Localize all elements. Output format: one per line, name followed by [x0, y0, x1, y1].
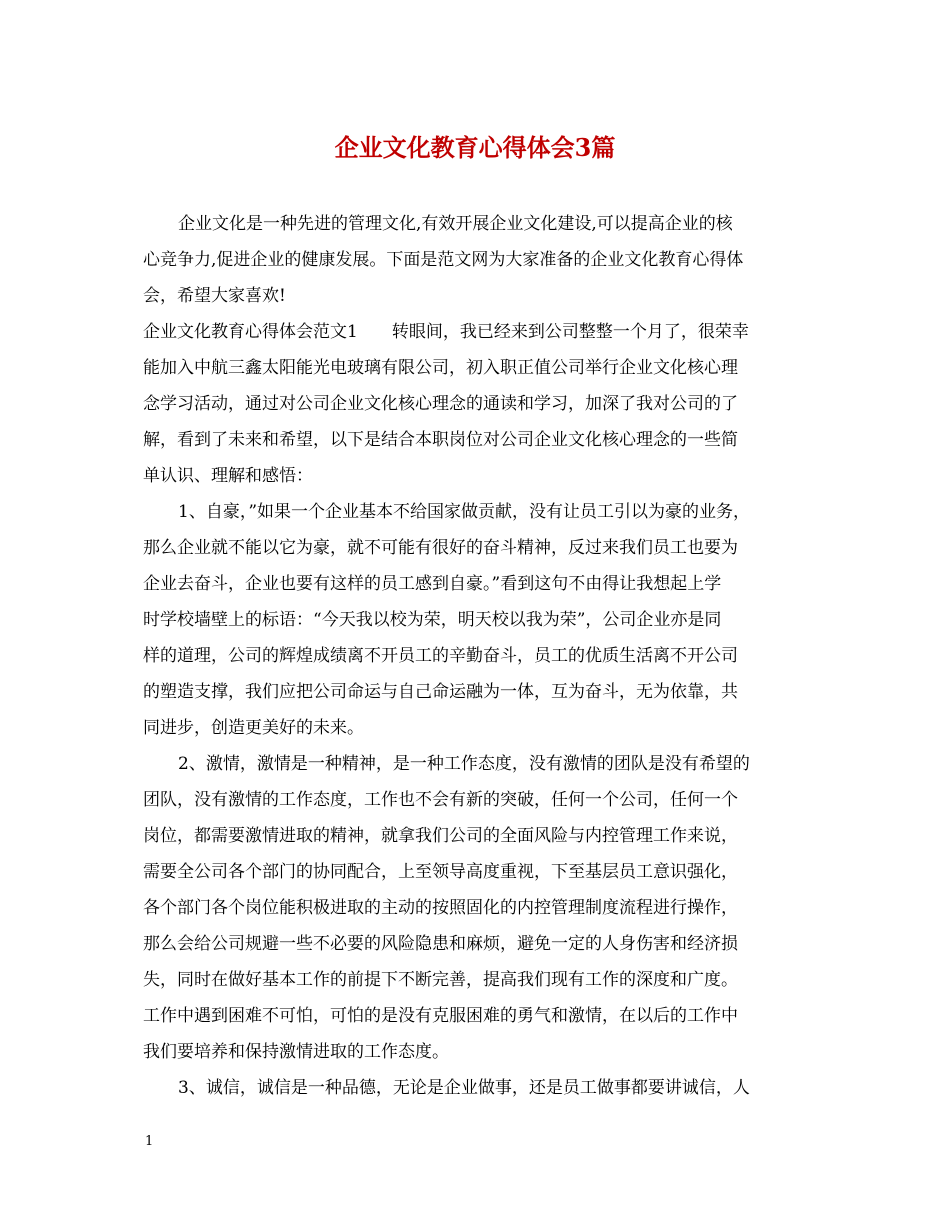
paragraph-line: 岗位，都需要激情进取的精神，就拿我们公司的全面风险与内控管理工作来说， [143, 826, 738, 846]
paragraph-line: 同进步，创造更美好的未来。 [143, 718, 364, 738]
paragraph-line: 企业文化教育心得体会范文1 转眼间，我已经来到公司整整一个月了，很荣幸 [143, 322, 749, 342]
paragraph-line: 1、自豪，”如果一个企业基本不给国家做贡献，没有让员工引以为豪的业务， [178, 502, 751, 522]
paragraph-line: 那么会给公司规避一些不必要的风险隐患和麻烦，避免一定的人身伤害和经济损 [143, 934, 738, 954]
paragraph-line: 心竞争力,促进企业的健康发展。下面是范文网为大家准备的企业文化教育心得体 [143, 250, 744, 270]
paragraph-line: 企业去奋斗，企业也要有这样的员工感到自豪。”看到这句不由得让我想起上学 [143, 574, 722, 594]
page-title: 企业文化教育心得体会3篇 [334, 133, 616, 162]
paragraph-line: 3、诚信，诚信是一种品德，无论是企业做事，还是员工做事都要讲诚信，人 [178, 1078, 750, 1098]
paragraph-line: 念学习活动，通过对公司企业文化核心理念的通读和学习，加深了我对公司的了 [143, 394, 738, 414]
paragraph-line: 时学校墙壁上的标语：“今天我以校为荣，明天校以我为荣”，公司企业亦是同 [143, 610, 722, 630]
paragraph-line: 的塑造支撑，我们应把公司命运与自己命运融为一体，互为奋斗，无为依靠，共 [143, 682, 738, 702]
paragraph-line: 团队，没有激情的工作态度，工作也不会有新的突破，任何一个公司，任何一个 [143, 790, 738, 810]
paragraph-line: 我们要培养和保持激情进取的工作态度。 [143, 1042, 449, 1062]
paragraph-line: 单认识、理解和感悟： [143, 466, 313, 486]
paragraph-line: 样的道理，公司的辉煌成绩离不开员工的辛勤奋斗，员工的优质生活离不开公司 [143, 646, 738, 666]
paragraph-line: 解，看到了未来和希望，以下是结合本职岗位对公司企业文化核心理念的一些简 [143, 430, 738, 450]
paragraph-line: 失，同时在做好基本工作的前提下不断完善，提高我们现有工作的深度和广度。 [143, 970, 738, 990]
page-number: 1 [145, 1134, 154, 1149]
paragraph-line: 那么企业就不能以它为豪，就不可能有很好的奋斗精神，反过来我们员工也要为 [143, 538, 738, 558]
paragraph-line: 能加入中航三鑫太阳能光电玻璃有限公司，初入职正值公司举行企业文化核心理 [143, 358, 738, 378]
paragraph-line: 各个部门各个岗位能积极进取的主动的按照固化的内控管理制度流程进行操作， [143, 898, 738, 918]
paragraph-line: 2、激情，激情是一种精神，是一种工作态度，没有激情的团队是没有希望的 [178, 754, 750, 774]
paragraph-line: 需要全公司各个部门的协同配合，上至领导高度重视，下至基层员工意识强化， [143, 862, 738, 882]
paragraph-line: 企业文化是一种先进的管理文化,有效开展企业文化建设,可以提高企业的核 [178, 214, 733, 234]
paragraph-line: 工作中遇到困难不可怕，可怕的是没有克服困难的勇气和激情，在以后的工作中 [143, 1006, 738, 1026]
paragraph-line: 会，希望大家喜欢! [143, 286, 286, 306]
